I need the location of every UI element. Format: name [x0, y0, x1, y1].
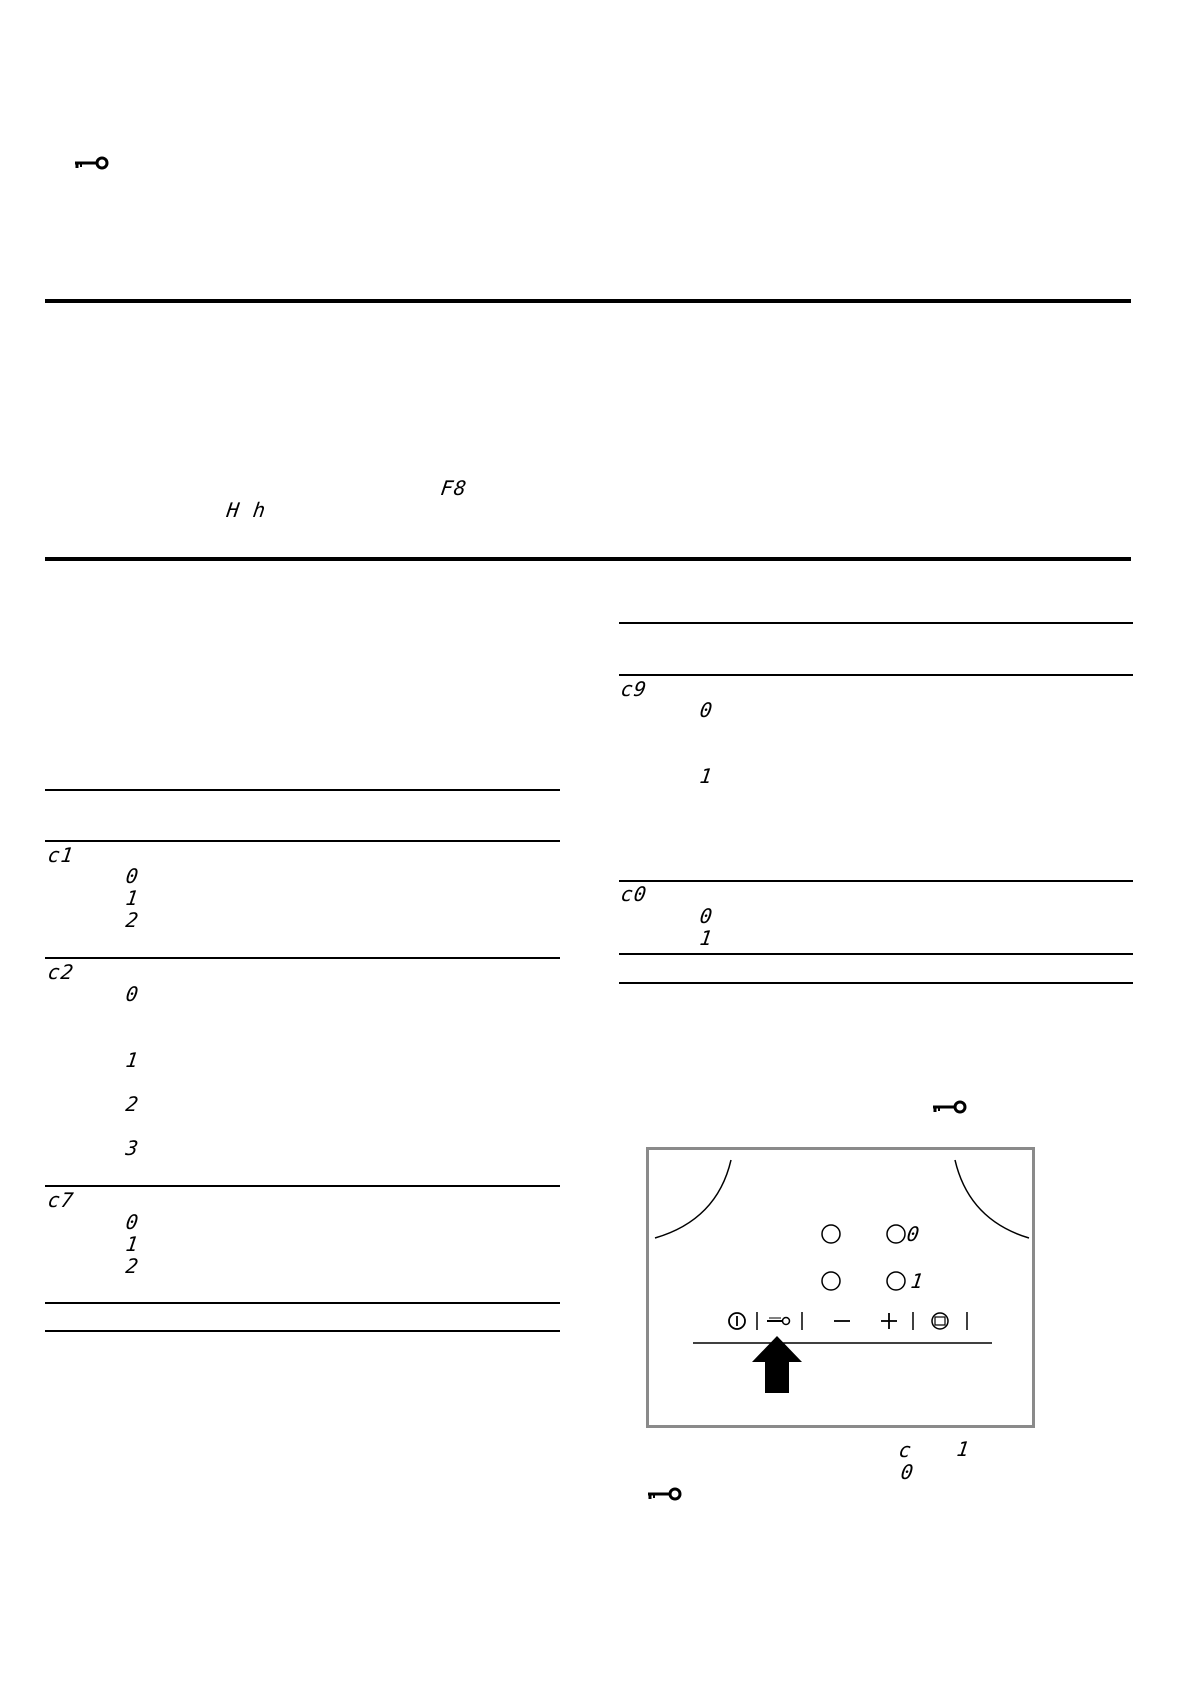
display-hh: H h [225, 498, 268, 522]
display-1: 1 [955, 1437, 972, 1461]
zone-display-1: 1 [909, 1269, 926, 1293]
plus-icon [881, 1313, 897, 1329]
display-f8: F8 [439, 476, 469, 500]
table-rule [619, 622, 1133, 624]
setting-option: 0 [698, 698, 715, 722]
zone-indicator [887, 1272, 905, 1290]
zone-display-0: 0 [905, 1222, 922, 1246]
setting-option: 3 [124, 1136, 141, 1160]
zone-indicator [822, 1225, 840, 1243]
setting-code-c0: c0 [619, 882, 649, 906]
setting-option: 2 [124, 1092, 141, 1116]
key-icon [931, 1099, 967, 1115]
setting-code-c9: c9 [619, 677, 649, 701]
table-rule [619, 982, 1133, 984]
setting-option: 0 [124, 864, 141, 888]
table-rule [45, 1302, 560, 1304]
setting-code-c2: c2 [46, 960, 76, 984]
setting-option: 2 [124, 908, 141, 932]
hob-control-panel-diagram [646, 1147, 1035, 1428]
table-rule [45, 1330, 560, 1332]
setting-option: 1 [124, 886, 141, 910]
pointer-arrow-icon [752, 1336, 802, 1393]
panel-artwork [649, 1150, 1032, 1425]
key-icon [767, 1318, 790, 1325]
table-rule [45, 789, 560, 791]
setting-code-c7: c7 [46, 1188, 76, 1212]
table-rule [619, 674, 1133, 676]
setting-option: 0 [698, 904, 715, 928]
table-rule [619, 953, 1133, 955]
setting-option: 1 [698, 764, 715, 788]
table-rule [45, 957, 560, 959]
setting-option: 1 [698, 926, 715, 950]
power-icon [729, 1313, 745, 1329]
setting-code-c1: c1 [46, 843, 76, 867]
setting-option: 0 [124, 982, 141, 1006]
setting-option: 1 [124, 1232, 141, 1256]
display-0: 0 [899, 1460, 916, 1484]
zone-indicator [887, 1225, 905, 1243]
table-rule [619, 880, 1133, 882]
setting-option: 1 [124, 1048, 141, 1072]
key-icon [646, 1486, 682, 1502]
section-divider [45, 299, 1131, 303]
cooking-zone-arc-right [955, 1160, 1029, 1238]
table-rule [45, 1185, 560, 1187]
zone-indicator [822, 1272, 840, 1290]
cooking-zone-arc-left [655, 1160, 731, 1238]
setting-option: 2 [124, 1254, 141, 1278]
table-rule [45, 840, 560, 842]
display-c: c [897, 1438, 914, 1462]
setting-option: 0 [124, 1210, 141, 1234]
key-icon [73, 155, 109, 171]
section-divider [45, 557, 1131, 561]
hob-icon [932, 1313, 948, 1329]
